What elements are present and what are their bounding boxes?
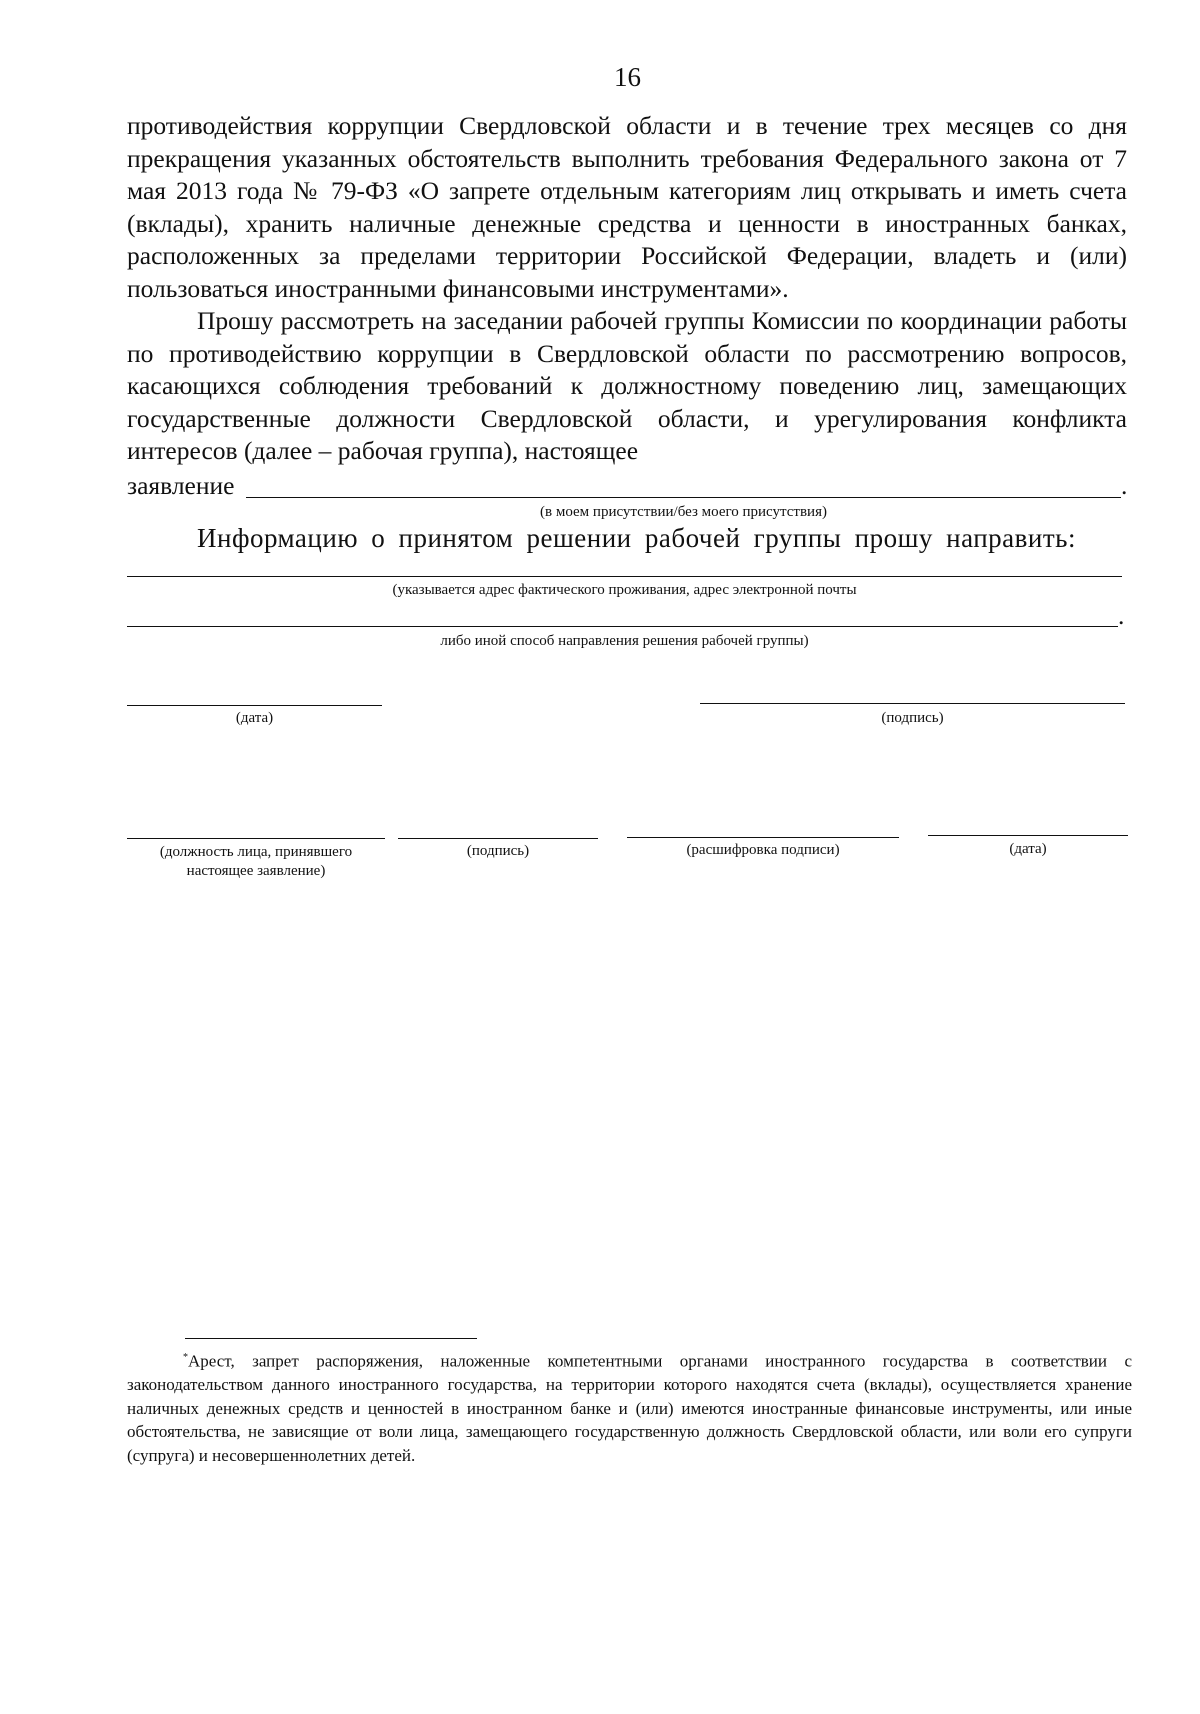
receiver-signature-field[interactable] <box>398 838 598 839</box>
applicant-signature-label: (подпись) <box>881 710 944 726</box>
address-field-line1[interactable] <box>127 576 1122 577</box>
address-end: . <box>1118 601 1125 630</box>
receiver-signature-label: (подпись) <box>466 843 530 859</box>
statement-presence-field[interactable] <box>246 497 1121 498</box>
receiver-position-label-line2: настоящее заявление) <box>186 863 326 879</box>
statement-label: заявление <box>127 471 235 500</box>
address-field-line2[interactable] <box>127 626 1118 627</box>
body-text <box>127 110 1127 468</box>
page-number: 16 <box>614 62 641 92</box>
presence-hint: (в моем присутствии/без моего присутствия) <box>540 504 827 520</box>
applicant-date-field[interactable] <box>127 705 382 706</box>
footnote-marker: * <box>183 1352 188 1363</box>
footnote-text: Арест, запрет распоряжения, наложенные компетентными органами иностранного государства в соответствии с законодательством данного иностранного государства, на территории которого находятся счета (вклады), осуществляется хранение наличных денежных средств и ценностей в иностранном банке и (или) имеются иностранные финансовые инструменты, или иные обстоятельства, не зависящие от воли лица, замещающего государственную должность Свердловской области, или воли его супруги (супруга) и несовершеннолетних детей. <box>127 1351 1132 1465</box>
applicant-date-label: (дата) <box>235 710 274 726</box>
statement-end: . <box>1121 471 1128 500</box>
info-request: Информацию о принятом решении рабочей группы прошу направить: <box>197 523 1076 553</box>
receiver-position-field[interactable] <box>127 838 385 839</box>
paragraph-request: Прошу рассмотреть на заседании рабочей группы Комиссии по координации работы по противодействию коррупции в Свердловской области по рассмотрению вопросов, касающихся соблюдения требований к должностному поведению лиц, замещающих государственные должности Свердловской области, и урегулирования конфликта интересов (далее – рабочая группа), настоящее <box>127 306 1127 465</box>
method-hint: либо иной способ направления решения рабочей группы) <box>440 633 809 649</box>
receiver-position-label <box>127 843 385 881</box>
address-hint: (указывается адрес фактического проживания, адрес электронной почты <box>392 582 857 598</box>
receiver-position-label-line1: (должность лица, принявшего <box>159 844 353 860</box>
receiver-decoding-field[interactable] <box>627 837 899 838</box>
receiver-date-field[interactable] <box>928 835 1128 836</box>
receiver-decoding-label: (расшифровка подписи) <box>686 842 840 858</box>
receiver-date-label: (дата) <box>1009 841 1047 857</box>
footnote-separator <box>185 1338 477 1339</box>
paragraph-continuation: противодействия коррупции Свердловской области и в течение трех месяцев со дня прекращения указанных обстоятельств выполнить требования Федерального закона от 7 мая 2013 года № 79-ФЗ «О запрете отдельным категориям лиц открывать и иметь счета (вклады), хранить наличные денежные средства и ценности в иностранных банках, расположенных за пределами территории Российской Федерации, владеть и (или) пользоваться иностранными финансовыми инструментами». <box>127 111 1127 303</box>
applicant-signature-field[interactable] <box>700 703 1125 704</box>
footnote <box>127 1346 1132 1467</box>
